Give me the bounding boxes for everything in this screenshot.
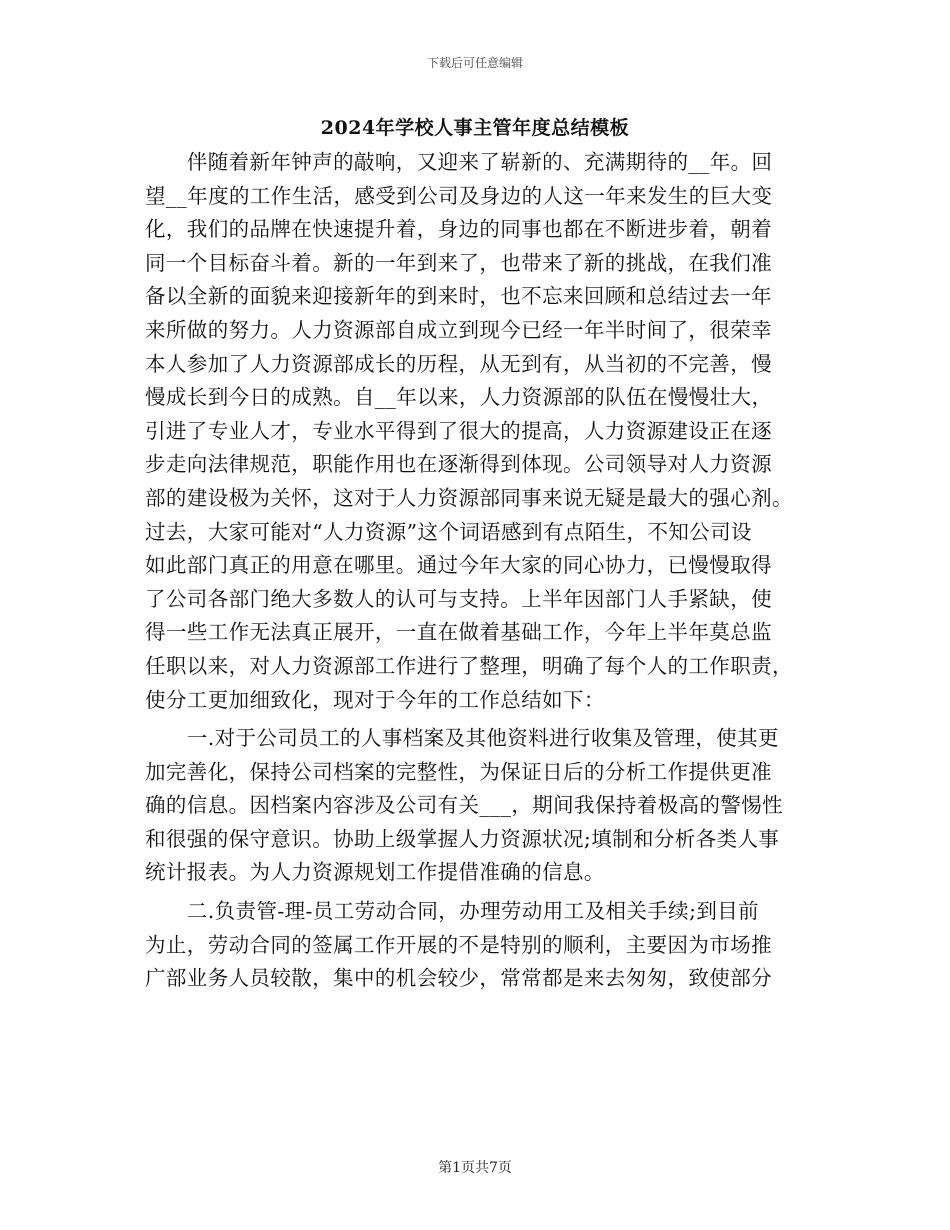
page-footer: 第1页共7页 bbox=[438, 1160, 512, 1176]
text-line: 一.对于公司员工的人事档案及其他资料进行收集及管理，使其更 bbox=[145, 726, 779, 751]
text-line: 确的信息。因档案内容涉及公司有关___，期间我保持着极高的警惕性 bbox=[145, 793, 784, 818]
text-line: 步走向法律规范，职能作用也在逐渐得到体现。公司领导对人力资源 bbox=[145, 452, 772, 477]
text-line: 来所做的努力。人力资源部自成立到现今已经一年半时间了，很荣幸 bbox=[145, 317, 772, 342]
text-line: 使分工更加细致化，现对于今年的工作总结如下： bbox=[145, 687, 605, 712]
text-line: 广部业务人员较散，集中的机会较少，常常都是来去匆匆，致使部分 bbox=[145, 966, 772, 991]
text-line: 二.负责管-理-员工劳动合同，办理劳动用工及相关手续;到目前 bbox=[145, 899, 760, 924]
text-line: 加完善化，保持公司档案的完整性，为保证日后的分析工作提供更准 bbox=[145, 759, 772, 784]
paragraph-intro bbox=[145, 146, 805, 717]
text-line: 化，我们的品牌在快速提升着，身边的同事也都在不断进步着，朝着 bbox=[145, 217, 772, 242]
text-line: 本人参加了人力资源部成长的历程，从无到有，从当初的不完善，慢 bbox=[145, 351, 772, 376]
paragraph-section-two bbox=[145, 895, 805, 996]
paragraph-section-one bbox=[145, 722, 805, 890]
text-line: 引进了专业人才，专业水平得到了很大的提高，人力资源建设正在逐 bbox=[145, 418, 772, 443]
text-line: 望__年度的工作生活，感受到公司及身边的人这一年来发生的巨大变 bbox=[145, 183, 773, 208]
text-line: 了公司各部门绝大多数人的认可与支持。上半年因部门人手紧缺，使 bbox=[145, 586, 772, 611]
text-line: 部的建设极为关怀，这对于人力资源部同事来说无疑是最大的强心剂。 bbox=[145, 485, 793, 510]
text-line: 过去，大家可能对“人力资源”这个词语感到有点陌生，不知公司设 bbox=[145, 519, 752, 544]
text-line: 伴随着新年钟声的敲响，又迎来了崭新的、充满期待的__年。回 bbox=[145, 150, 773, 174]
text-line: 如此部门真正的用意在哪里。通过今年大家的同心协力，已慢慢取得 bbox=[145, 553, 772, 578]
text-line: 备以全新的面貌来迎接新年的到来时，也不忘来回顾和总结过去一年 bbox=[145, 284, 772, 309]
text-line: 慢成长到今日的成熟。自__年以来，人力资源部的队伍在慢慢壮大， bbox=[145, 385, 773, 410]
text-line: 得一些工作无法真正展开，一直在做着基础工作，今年上半年莫总监 bbox=[145, 620, 772, 645]
page-header: 下载后可任意编辑 bbox=[426, 56, 523, 70]
text-line: 为止，劳动合同的签属工作开展的不是特别的顺利，主要因为市场推 bbox=[145, 932, 772, 957]
document-body bbox=[145, 146, 805, 996]
text-line: 同一个目标奋斗着。新的一年到来了，也带来了新的挑战，在我们准 bbox=[145, 250, 772, 275]
text-line: 和很强的保守意识。协助上级掌握人力资源状况;填制和分析各类人事 bbox=[145, 826, 780, 851]
text-line: 任职以来，对人力资源部工作进行了整理，明确了每个人的工作职责， bbox=[145, 653, 793, 678]
text-line: 统计报表。为人力资源规划工作提借准确的信息。 bbox=[145, 860, 605, 885]
document-title: 2024年学校人事主管年度总结模板 bbox=[320, 117, 630, 139]
